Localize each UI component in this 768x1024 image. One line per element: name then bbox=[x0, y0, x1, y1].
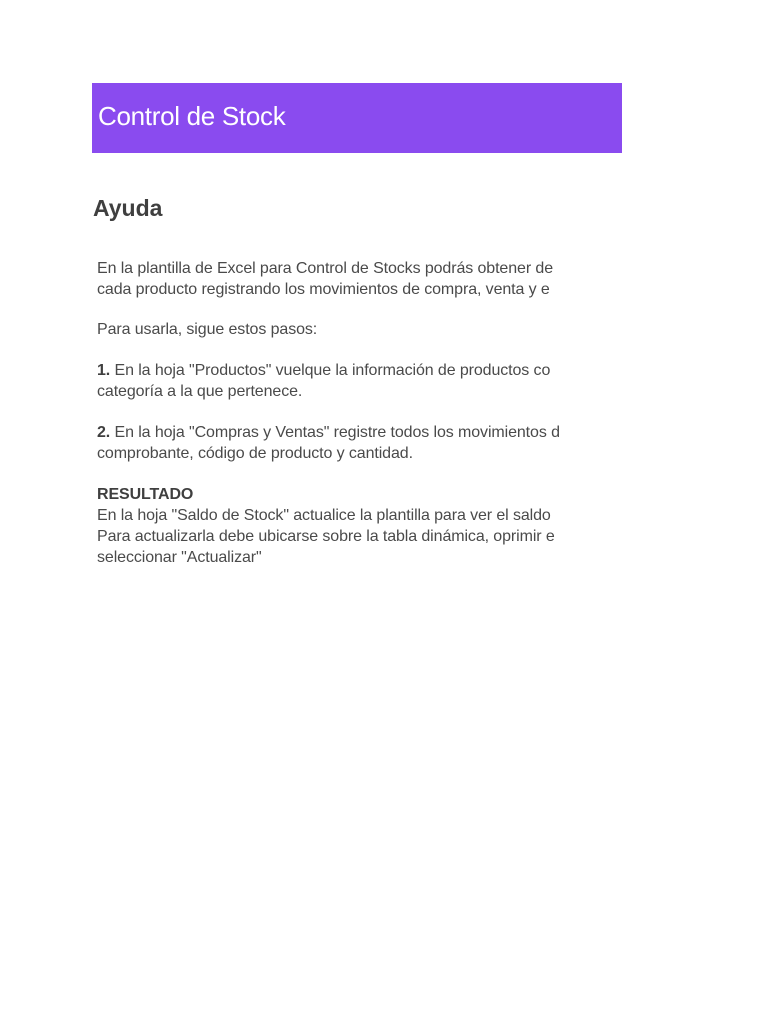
result-line: En la hoja "Saldo de Stock" actualice la plantilla para ver el saldo bbox=[97, 507, 551, 524]
result-line: seleccionar "Actualizar" bbox=[97, 549, 262, 566]
intro-line: cada producto registrando los movimientos de compra, venta y e bbox=[97, 281, 550, 298]
step-1-text: En la hoja "Productos" vuelque la información de productos co bbox=[110, 362, 551, 379]
steps-intro bbox=[97, 319, 317, 340]
step-1 bbox=[97, 360, 550, 402]
intro-line: En la plantilla de Excel para Control de Stocks podrás obtener de bbox=[97, 260, 554, 277]
step-2-number: 2. bbox=[97, 424, 111, 441]
result-label: RESULTADO bbox=[97, 486, 194, 503]
step-1-number: 1. bbox=[97, 362, 111, 379]
result-line: Para actualizarla debe ubicarse sobre la tabla dinámica, oprimir e bbox=[97, 528, 555, 545]
help-heading: Ayuda bbox=[93, 195, 163, 221]
step-1-line bbox=[97, 360, 550, 381]
step-1-line: categoría a la que pertenece. bbox=[97, 383, 303, 400]
step-2 bbox=[97, 422, 560, 464]
step-2-line: comprobante, código de producto y cantidad. bbox=[97, 445, 413, 462]
step-2-text: En la hoja "Compras y Ventas" registre todos los movimientos d bbox=[110, 424, 560, 441]
page-title: Control de Stock bbox=[98, 101, 286, 131]
step-2-line bbox=[97, 422, 560, 443]
steps-intro-text: Para usarla, sigue estos pasos: bbox=[97, 321, 318, 338]
intro-paragraph bbox=[97, 258, 553, 300]
title-banner bbox=[92, 83, 622, 153]
result-section bbox=[97, 484, 555, 568]
result-label-line bbox=[97, 484, 555, 505]
